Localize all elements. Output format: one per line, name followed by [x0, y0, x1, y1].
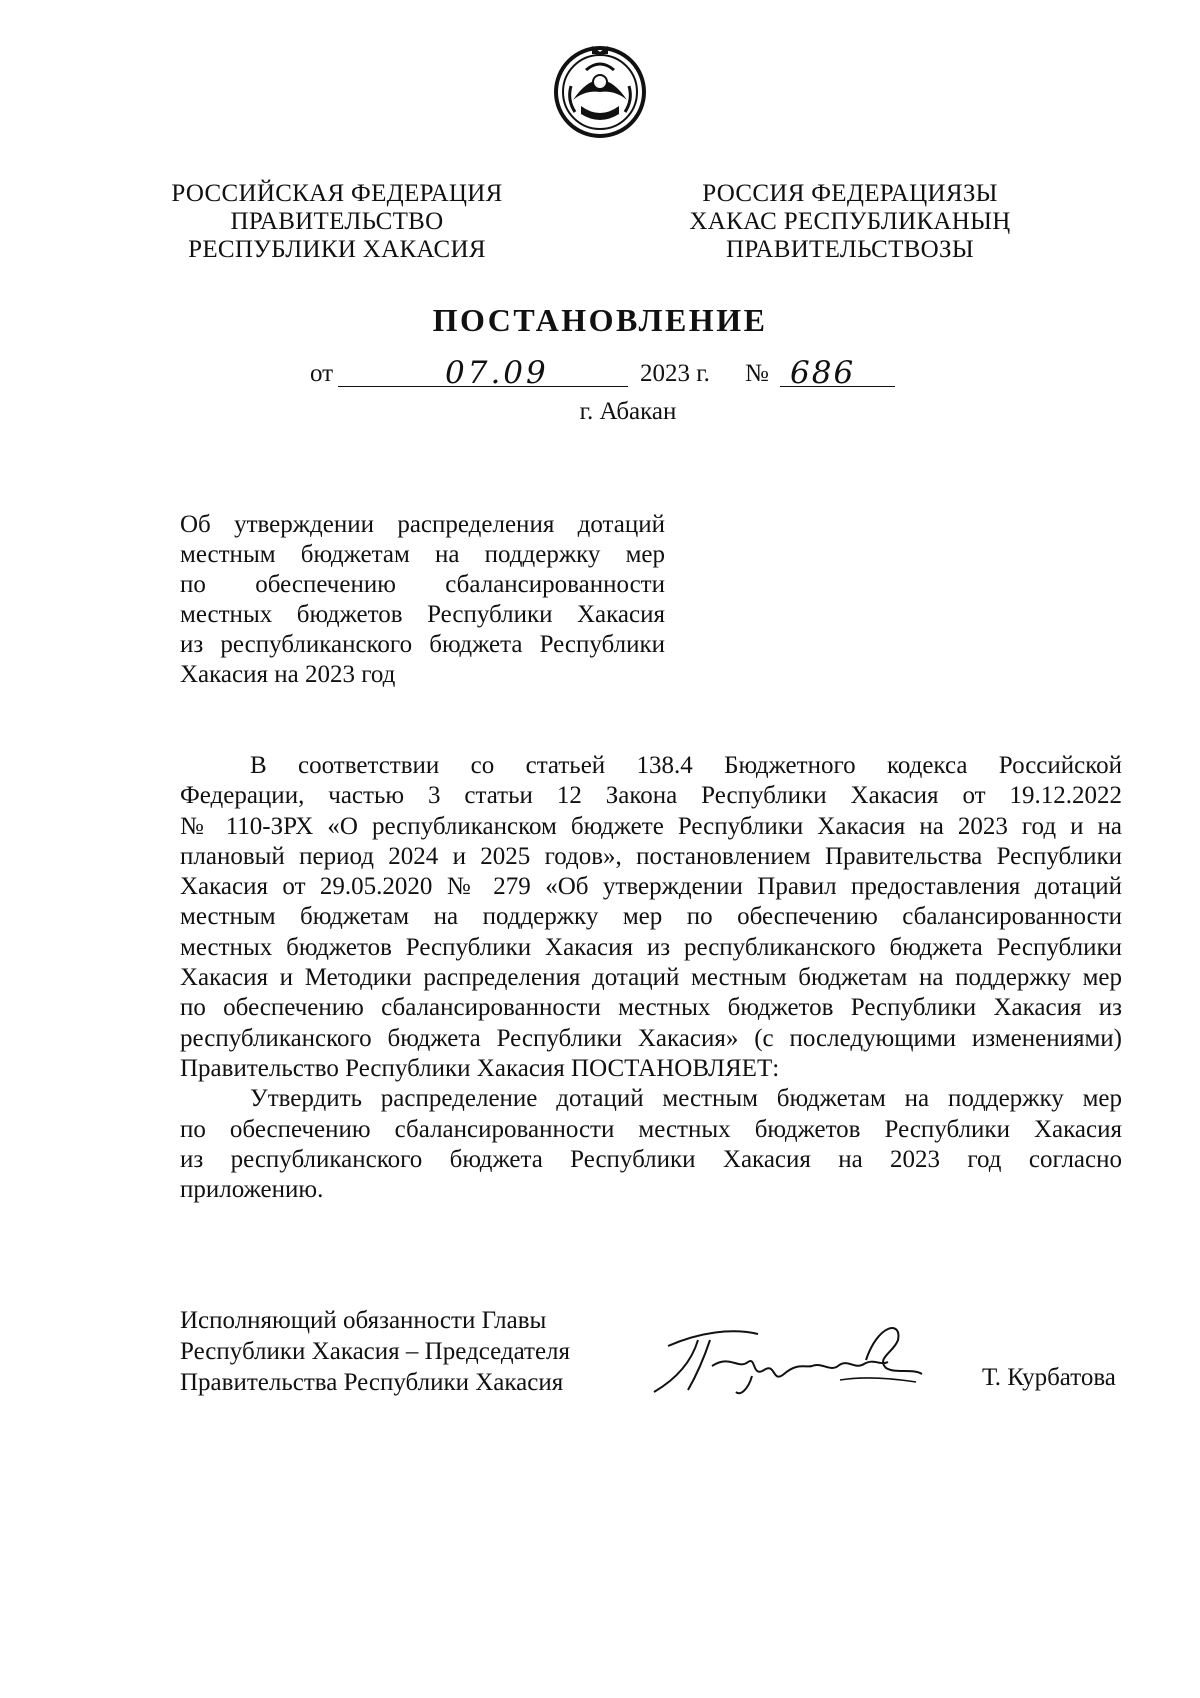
signatory-title-line: Исполняющий обязанности Главы — [180, 1307, 547, 1334]
subject-line: Об утверждении распределения дотаций — [180, 511, 665, 538]
signatory-title-line: Республики Хакасия – Председателя — [180, 1338, 571, 1365]
document-body — [180, 751, 1122, 1205]
body-line: плановый период 2024 и 2025 годов», постановлением Правительства Республики — [180, 842, 1122, 870]
date-handwritten: 07.09 — [445, 355, 549, 391]
body-line: Федерации, частью 3 статьи 12 Закона Республики Хакасия от 19.12.2022 — [180, 782, 1122, 810]
header-left-line: РОССИЙСКАЯ ФЕДЕРАЦИЯ — [171, 180, 503, 207]
header-right-line: ПРАВИТЕЛЬСТВОЗЫ — [726, 236, 974, 263]
header-right-line: ХАКАС РЕСПУБЛИКАНЫҢ — [689, 208, 1011, 235]
body-line: из республиканского бюджета Республики Хакасия на 2023 год согласно — [180, 1145, 1122, 1173]
header-left-line: РЕСПУБЛИКИ ХАКАСИЯ — [188, 236, 486, 263]
subject-line: по обеспечению сбалансированности — [180, 571, 665, 598]
date-prefix: от — [310, 360, 334, 387]
header-right-line: РОССИЯ ФЕДЕРАЦИЯЗЫ — [702, 180, 998, 207]
document-subject — [180, 510, 665, 690]
document-city: г. Абакан — [579, 398, 677, 425]
body-line: Хакасия от 29.05.2020 № 279 «Об утверждении Правил предоставления дотаций — [180, 873, 1122, 901]
handwritten-signature — [640, 1318, 930, 1398]
coat-of-arms-emblem — [551, 40, 649, 142]
subject-line: из республиканского бюджета Республики — [180, 631, 665, 658]
body-line: Утвердить распределение дотаций местным бюджетам на поддержку мер — [250, 1085, 1122, 1113]
subject-line: Хакасия на 2023 год — [180, 661, 396, 688]
body-line: Хакасия и Методики распределения дотаций местным бюджетам на поддержку мер — [180, 964, 1122, 992]
body-line: по обеспечению сбалансированности местных бюджетов Республики Хакасия из — [180, 994, 1122, 1022]
body-line: В соответствии со статьей 138.4 Бюджетного кодекса Российской — [250, 752, 1122, 779]
body-line: по обеспечению сбалансированности местных бюджетов Республики Хакасия — [180, 1115, 1122, 1143]
body-line: Правительство Республики Хакасия ПОСТАНОВЛЯЕТ: — [180, 1054, 780, 1082]
header-left-line: ПРАВИТЕЛЬСТВО — [230, 208, 444, 235]
document-year: 2023 г. — [640, 360, 710, 387]
signatory-title-line: Правительства Республики Хакасия — [180, 1369, 564, 1396]
document-title: ПОСТАНОВЛЕНИЕ — [432, 302, 768, 338]
body-line: местным бюджетам на поддержку мер по обеспечению сбалансированности — [180, 903, 1122, 931]
header-right-khakas — [660, 180, 1040, 264]
header-left-russian — [147, 180, 527, 264]
number-sign: № — [745, 360, 769, 387]
body-line: № 110-ЗРХ «О республиканском бюджете Республики Хакасия на 2023 год и на — [180, 812, 1122, 840]
signatory-title — [180, 1305, 570, 1398]
number-handwritten: 686 — [790, 355, 856, 391]
subject-line: местным бюджетам на поддержку мер — [180, 541, 665, 568]
body-line: приложению. — [180, 1176, 324, 1204]
body-line: республиканского бюджета Республики Хакасия» (с последующими изменениями) — [180, 1024, 1122, 1052]
signatory-name: Т. Курбатова — [982, 1364, 1116, 1391]
body-line: местных бюджетов Республики Хакасия из республиканского бюджета Республики — [180, 933, 1122, 961]
subject-line: местных бюджетов Республики Хакасия — [180, 601, 665, 628]
